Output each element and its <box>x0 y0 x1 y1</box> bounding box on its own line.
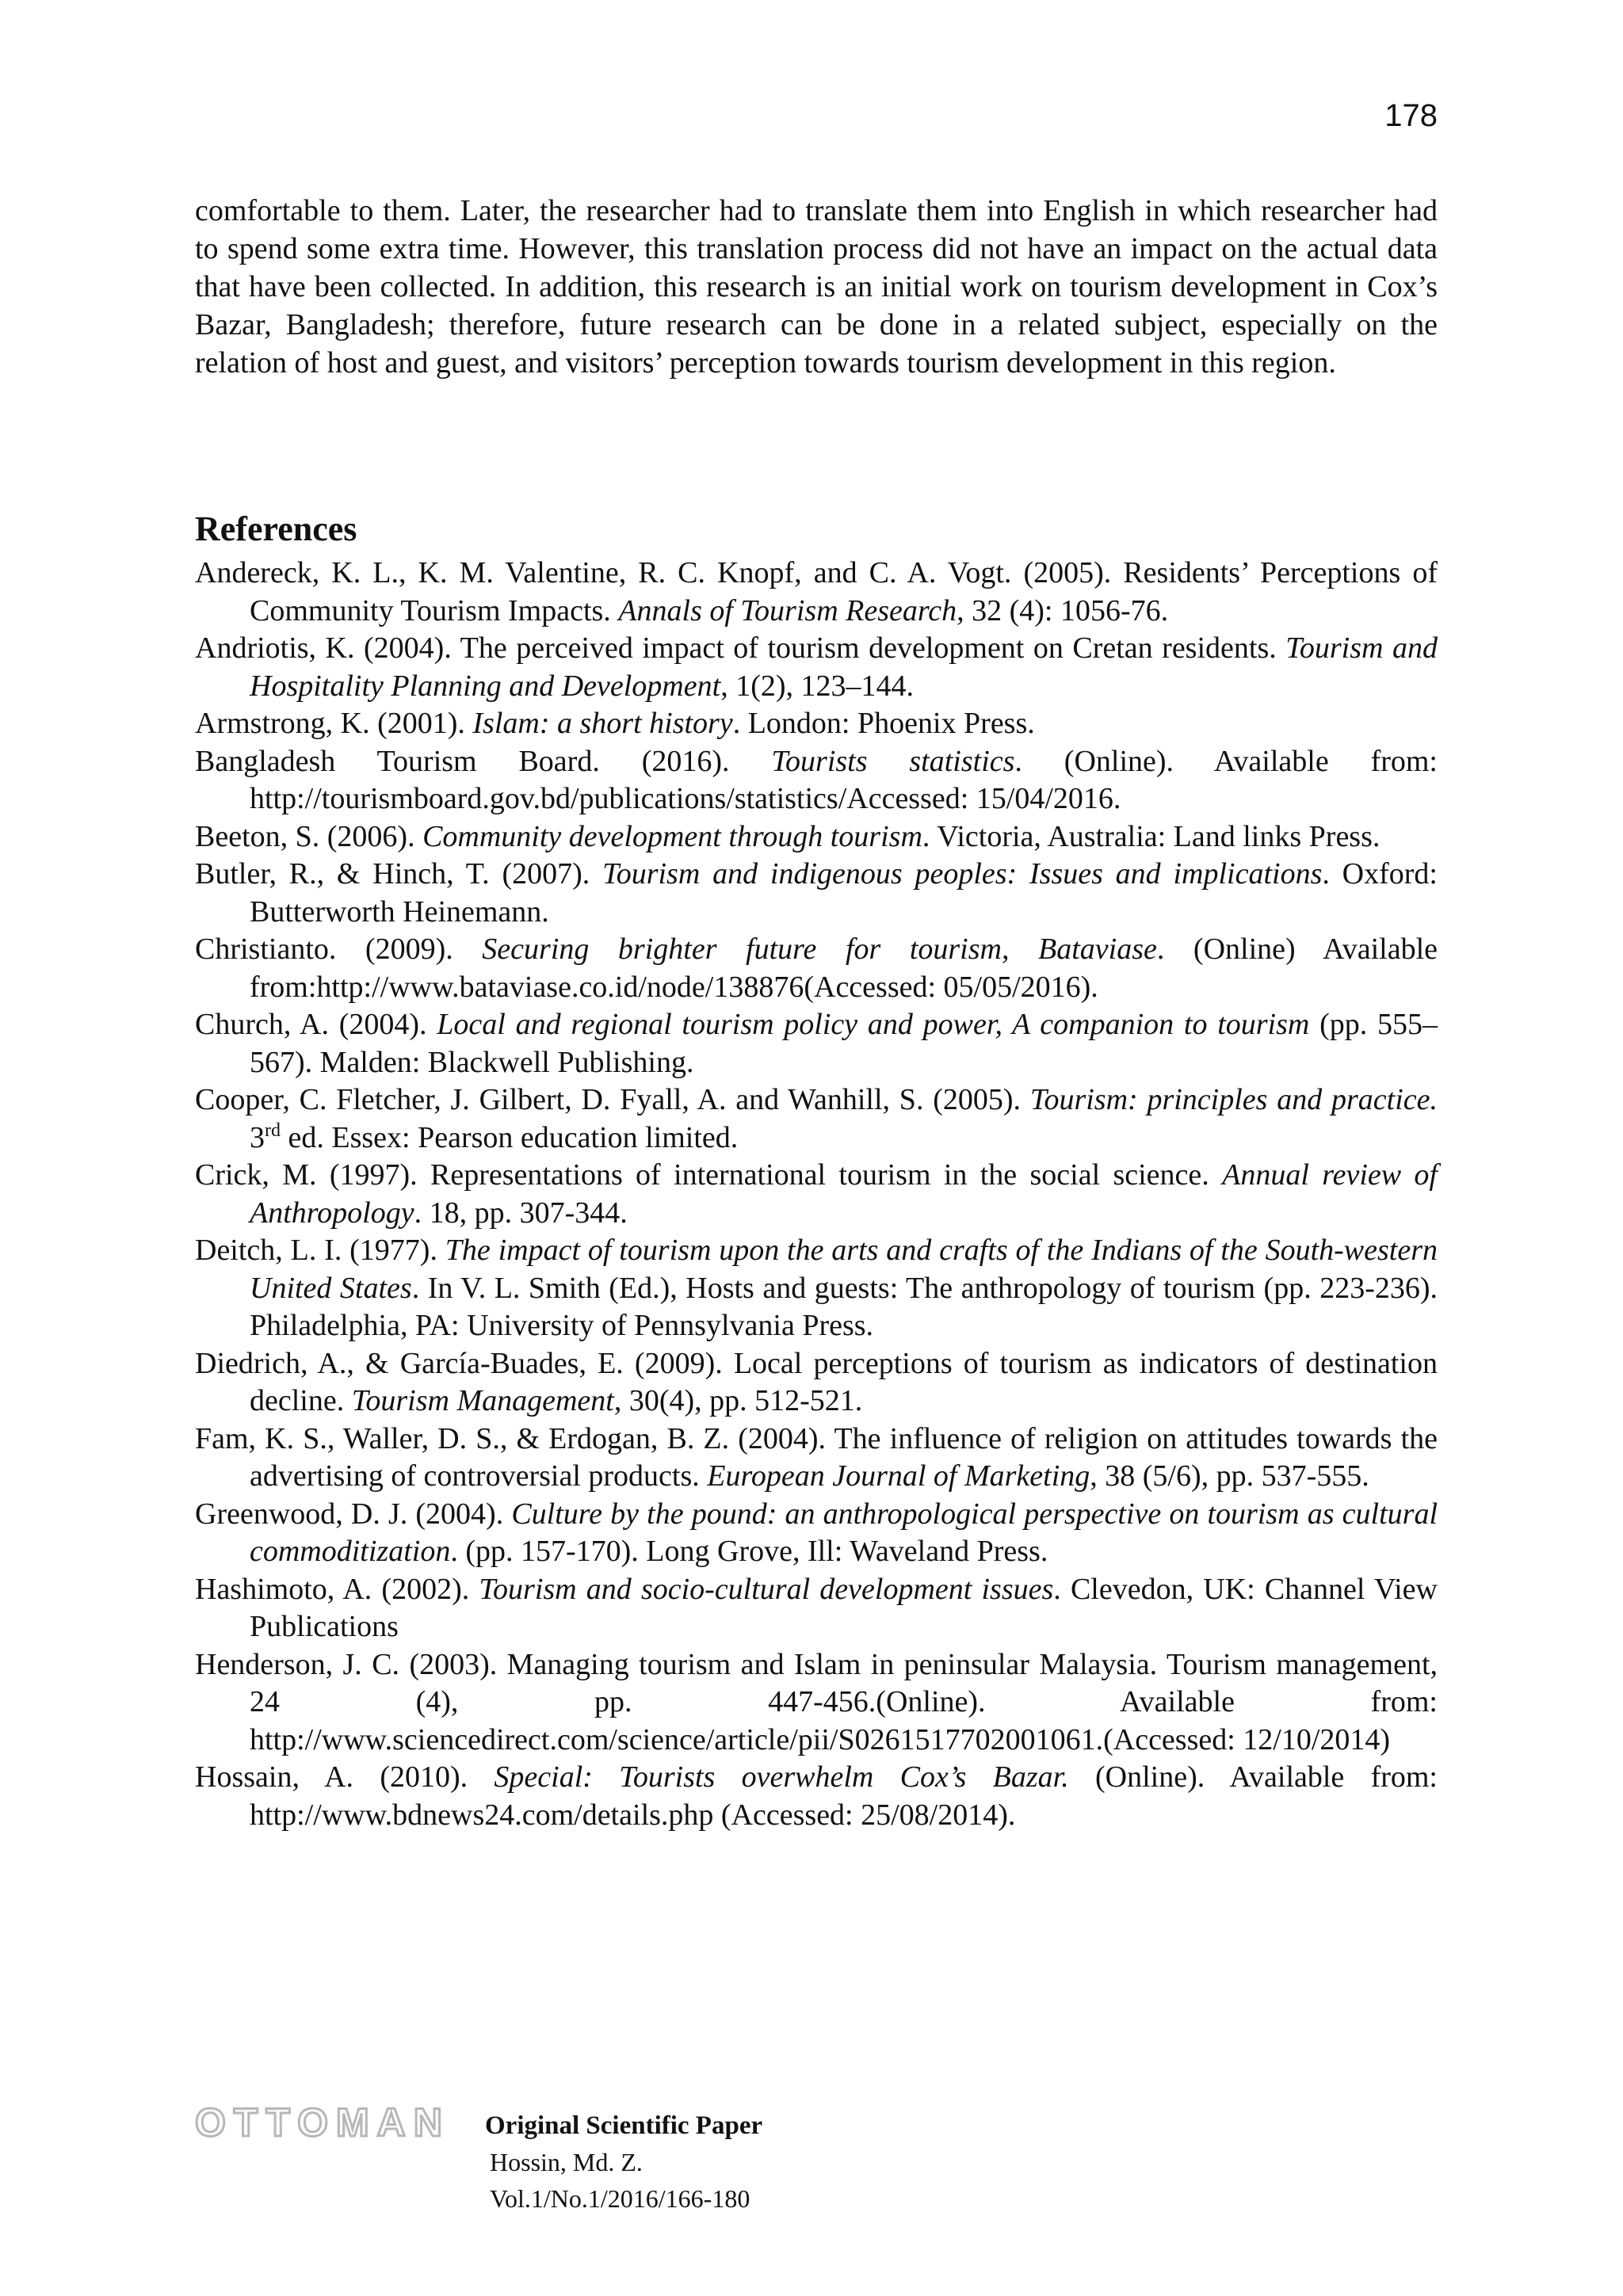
reference-title: Tourism and indigenous peoples: Issues and implications <box>602 857 1323 891</box>
reference-item <box>195 1006 1438 1081</box>
reference-item <box>195 1496 1438 1571</box>
reference-text: Butler, R., & Hinch, T. (2007). <box>195 857 603 891</box>
footer-author: Hossin, Md. Z. <box>490 2148 643 2176</box>
reference-item <box>195 1646 1438 1760</box>
reference-title: Tourism and socio-cultural development issues <box>479 1572 1054 1606</box>
page-number: 178 <box>1384 98 1438 133</box>
reference-item <box>195 705 1438 743</box>
reference-item <box>195 1081 1438 1157</box>
reference-title: Tourists statistics <box>771 744 1015 778</box>
reference-text: Hashimoto, A. (2002). <box>195 1572 479 1606</box>
reference-title: Annual review of Anthropology <box>250 1158 1438 1230</box>
reference-text: , 30(4), pp. 512-521. <box>613 1384 863 1417</box>
reference-text: . London: Phoenix Press. <box>732 707 1035 740</box>
reference-title: Culture by the pound: an anthropological perspective on tourism as cultural commoditization <box>250 1497 1438 1568</box>
reference-text: . Clevedon, UK: Channel View Publications <box>250 1572 1438 1643</box>
footer-volume: Vol.1/No.1/2016/166-180 <box>490 2184 750 2213</box>
reference-text: . 18, pp. 307-344. <box>414 1196 628 1230</box>
reference-item <box>195 856 1438 931</box>
reference-text: Armstrong, K. (2001). <box>195 707 473 740</box>
reference-text: , 1(2), 123–144. <box>720 669 914 703</box>
reference-text: (Online). Available from: http://www.bdnews24.com/details.php (Accessed: 25/08/2014). <box>250 1760 1438 1832</box>
reference-text: (pp. 555–567). Malden: Blackwell Publishing. <box>250 1008 1438 1079</box>
reference-text: 3 <box>250 1120 265 1154</box>
reference-text: , 32 (4): 1056-76. <box>957 593 1169 627</box>
reference-text: Andereck, K. L., K. M. Valentine, R. C. Knopf, and C. A. Vogt. (2005). Residents’ Perceptions of Community Tourism Impacts. <box>195 556 1438 627</box>
reference-text: ed. Essex: Pearson education limited. <box>281 1120 739 1154</box>
reference-text: . (Online). Available from: http://tourismboard.gov.bd/publications/statistics/Accessed: 15/04/2016. <box>250 744 1438 815</box>
reference-item <box>195 1421 1438 1496</box>
reference-text: , 38 (5/6), pp. 537-555. <box>1090 1459 1369 1493</box>
reference-text: Church, A. (2004). <box>195 1008 437 1041</box>
reference-text: Christianto. (2009). <box>195 933 483 966</box>
reference-item <box>195 1571 1438 1646</box>
paper-type: Original Scientific Paper <box>485 2111 763 2140</box>
reference-text: . Oxford: Butterworth Heinemann. <box>250 857 1438 929</box>
reference-title: European Journal of Marketing <box>707 1459 1090 1493</box>
reference-text: Andriotis, K. (2004). The perceived impact of tourism development on Cretan residents. <box>195 631 1286 665</box>
reference-text: Crick, M. (1997). Representations of international tourism in the social science. <box>195 1158 1223 1192</box>
reference-title: Tourism: principles and practice. <box>1029 1083 1438 1116</box>
reference-title: Islam: a short history <box>472 707 733 740</box>
reference-title: Special: Tourists overwhelm Cox’s Bazar. <box>494 1760 1069 1794</box>
references-list <box>195 555 1438 1834</box>
reference-text: . Victoria, Australia: Land links Press. <box>922 819 1381 853</box>
reference-title: Tourism and Hospitality Planning and Development <box>250 631 1438 703</box>
reference-item <box>195 1232 1438 1345</box>
body-paragraph: comfortable to them. Later, the researcher had to translate them into English in which researcher had to spend some extra time. However, this translation process did not have an impact on the actual data that have been collected. In addition, this research is an initial work on tourism development in Cox’s Bazar, Bangladesh; therefore, future research can be done in a related subject, especially on the relation of host and guest, and visitors’ perception towards tourism development in this region. <box>195 194 1438 379</box>
reference-superscript: rd <box>265 1119 281 1141</box>
reference-text: Hossain, A. (2010). <box>195 1760 495 1794</box>
reference-text: Diedrich, A., & García-Buades, E. (2009). Local perceptions of tourism as indicators of destination decline. <box>195 1346 1438 1417</box>
reference-text: . (Online) Available from:http://www.bataviase.co.id/node/138876(Accessed: 05/05/2016). <box>250 933 1438 1004</box>
reference-item <box>195 931 1438 1006</box>
reference-text: Henderson, J. C. (2003). Managing tourism and Islam in peninsular Malaysia. Tourism management, 24 (4), pp. 447-456.(Online). Available from: http://www.sciencedirect.com/science/article/pii/S0261517702001061.(Accessed: 12/10/2014) <box>195 1647 1438 1756</box>
reference-text: Deitch, L. I. (1977). <box>195 1234 445 1267</box>
reference-item <box>195 1345 1438 1421</box>
reference-item <box>195 630 1438 705</box>
reference-text: Beeton, S. (2006). <box>195 819 423 853</box>
reference-item <box>195 1157 1438 1232</box>
reference-text: Greenwood, D. J. (2004). <box>195 1497 512 1531</box>
reference-text: . (pp. 157-170). Long Grove, Ill: Waveland Press. <box>450 1535 1048 1568</box>
reference-title: The impact of tourism upon the arts and crafts of the Indians of the South-western United States <box>250 1234 1438 1305</box>
reference-title: Securing brighter future for tourism, Bataviase <box>482 933 1157 966</box>
references-heading: References <box>195 509 357 548</box>
ottoman-logo: OTTOMAN <box>195 2100 450 2145</box>
reference-item <box>195 1759 1438 1834</box>
reference-item <box>195 818 1438 856</box>
reference-title: Tourism Management <box>351 1384 614 1417</box>
reference-title: Annals of Tourism Research <box>618 593 957 627</box>
footer-info <box>485 2107 762 2217</box>
reference-item <box>195 743 1438 818</box>
reference-text: Bangladesh Tourism Board. (2016). <box>195 744 772 778</box>
reference-title: Community development through tourism <box>422 819 922 853</box>
reference-text: Cooper, C. Fletcher, J. Gilbert, D. Fyall, A. and Wanhill, S. (2005). <box>195 1083 1030 1116</box>
reference-text: . In V. L. Smith (Ed.), Hosts and guests: The anthropology of tourism (pp. 223-236). Philadelphia, PA: University of Pennsylvania Press. <box>250 1271 1438 1342</box>
reference-title: Local and regional tourism policy and power, A companion to tourism <box>437 1008 1310 1041</box>
reference-item <box>195 555 1438 630</box>
reference-text: Fam, K. S., Waller, D. S., & Erdogan, B. Z. (2004). The influence of religion on attitudes towards the advertising of controversial products. <box>195 1421 1438 1493</box>
